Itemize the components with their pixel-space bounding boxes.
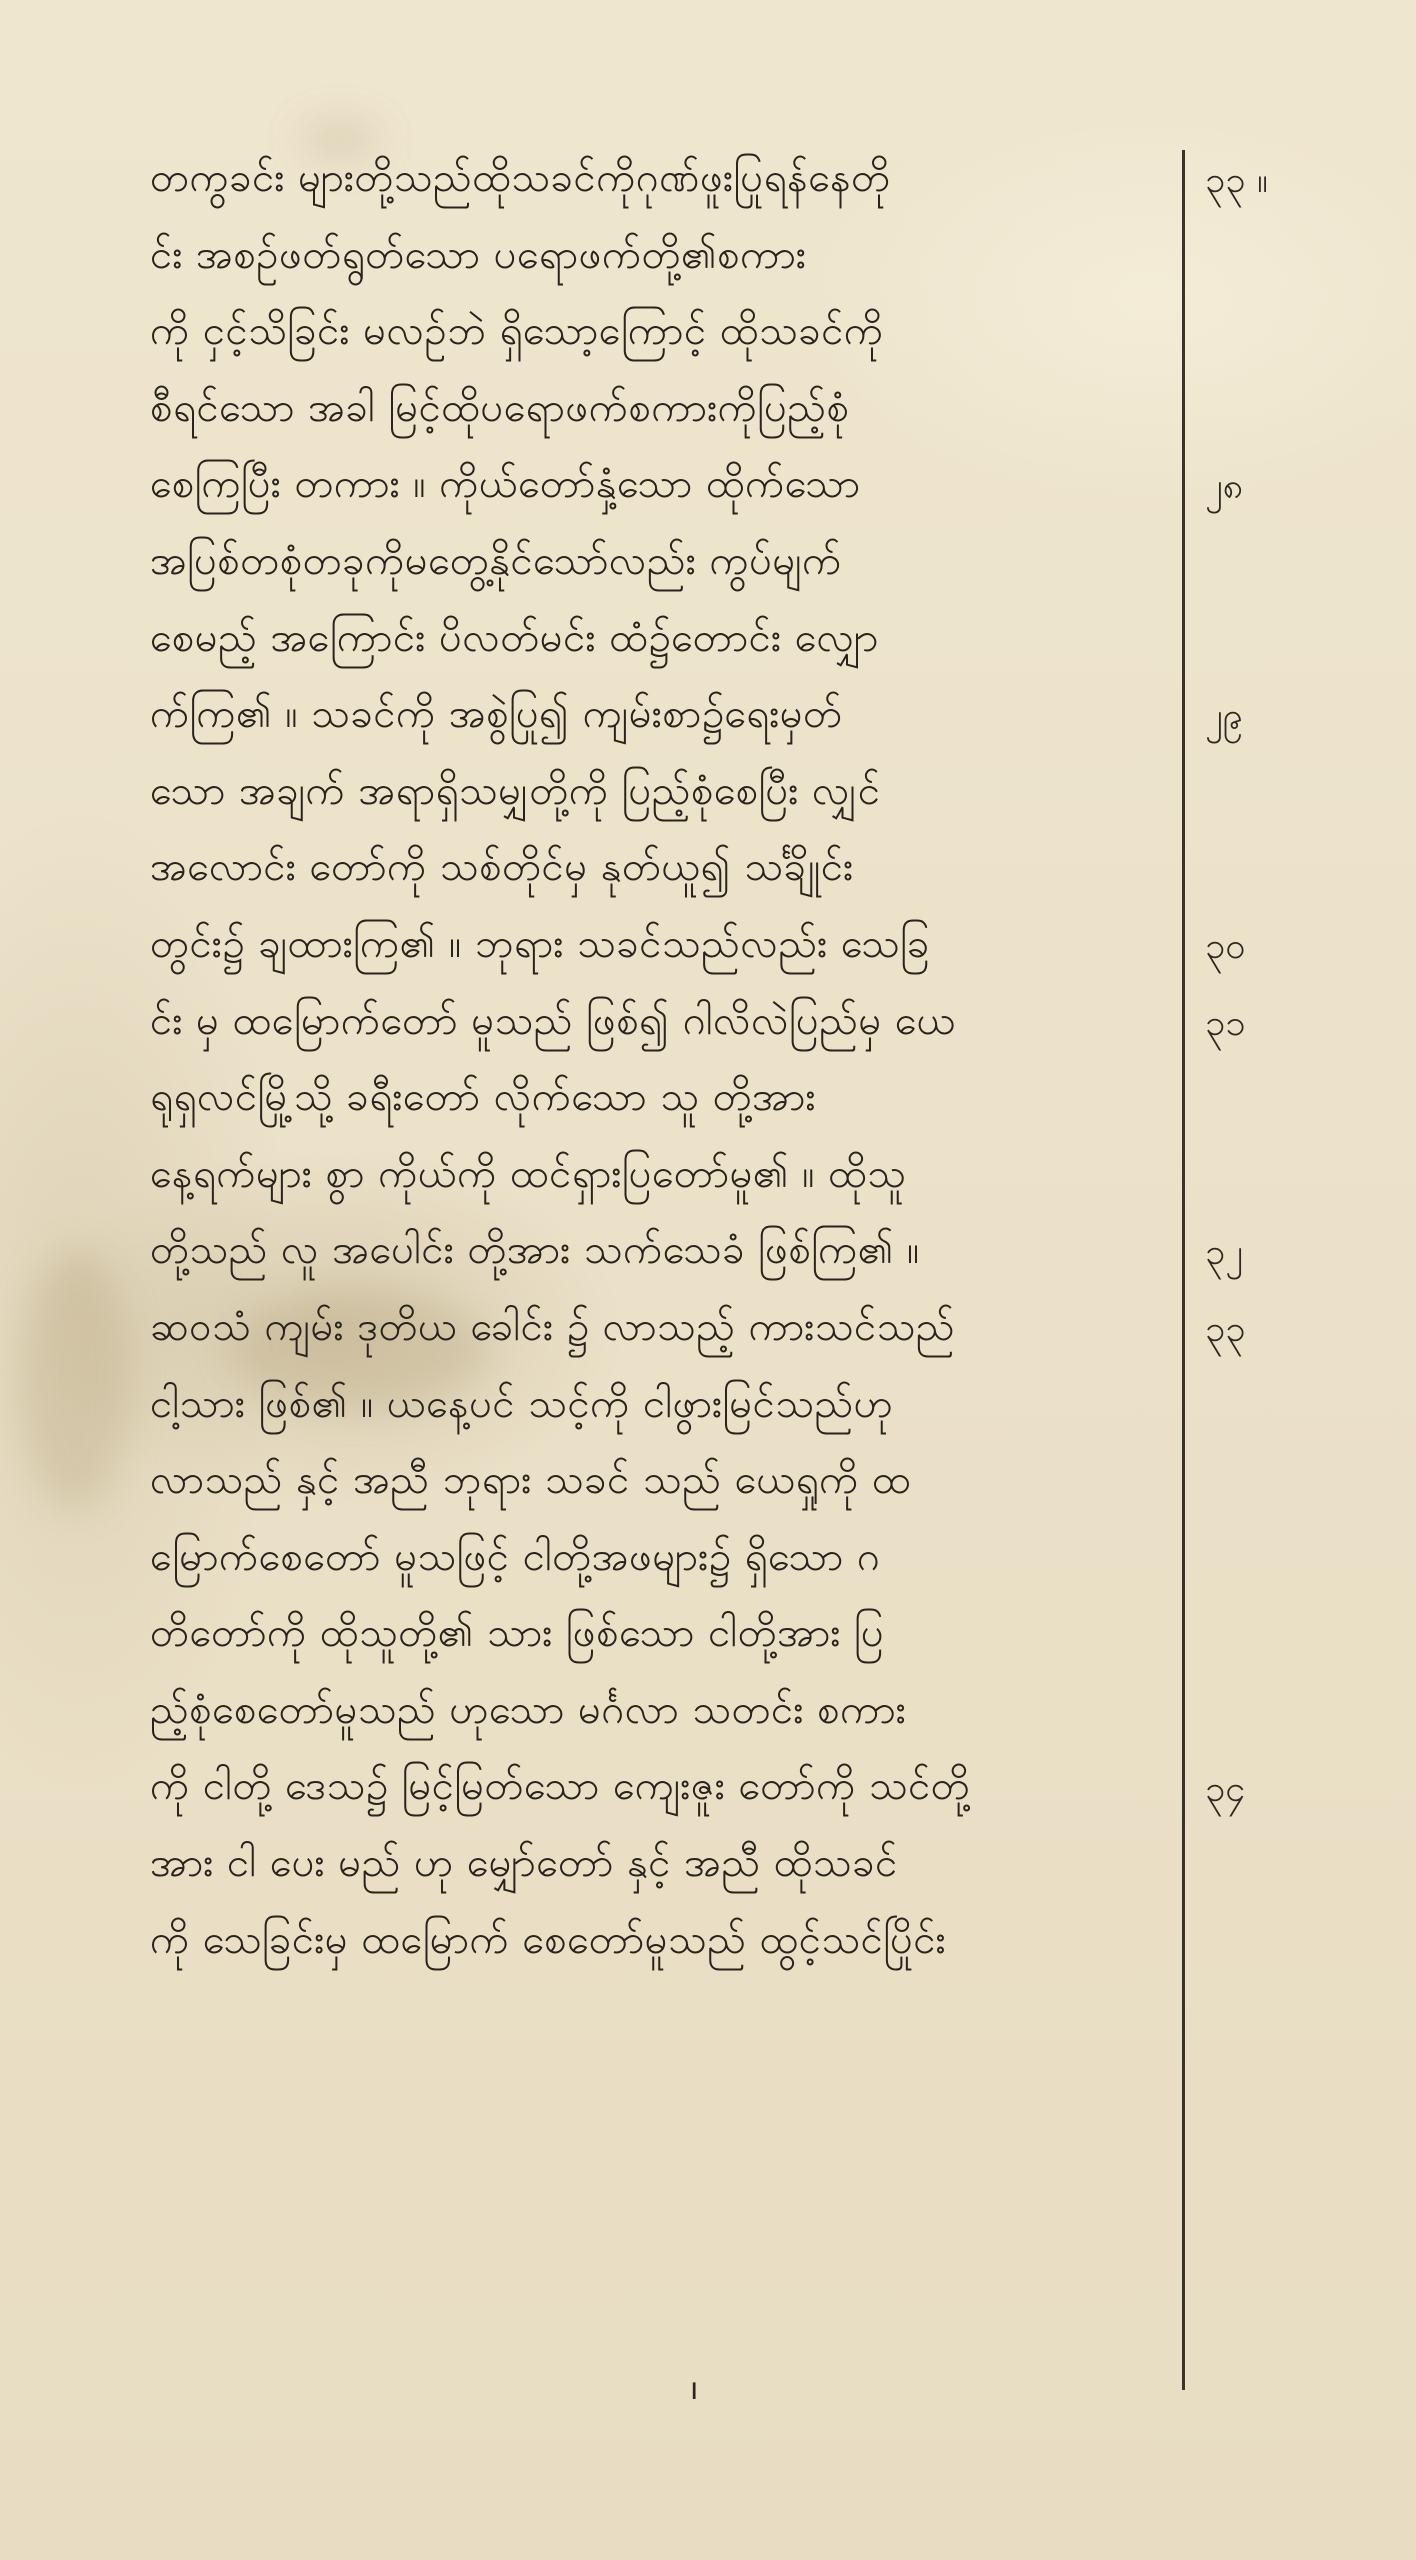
verse-number: ၂၈ [1205, 466, 1244, 508]
body-text [150, 140, 1160, 1978]
verse-number: ၂၉ [1205, 696, 1243, 738]
text-line: သော အချက် အရာရှိသမျှတို့ကို ပြည့်စုံစေပြီး လျှင် [150, 767, 881, 814]
text-line: လာသည် နှင့် အညီ ဘုရား သခင် သည် ယေရှုကို ထ [150, 1457, 912, 1504]
verse-number: ၃၀ [1205, 926, 1246, 967]
text-line: မြောက်စေတော် မူသဖြင့် ငါတို့အဖများ၌ ရှိသော ဂ [150, 1533, 881, 1580]
text-line: င်း မှ ထမြောက်တော် မူသည် ဖြစ်၍ ဂါလိလဲပြည်မှ ယေ [150, 997, 956, 1044]
margin-rule [1182, 150, 1185, 2390]
text-line: ည့်စုံစေတော်မူသည် ဟုသော မင်္ဂလာ သတင်း စကား [150, 1686, 907, 1733]
text-line: ရုရှလင်မြို့သို့ ခရီးတော် လိုက်သော သူ တို့အား [150, 1074, 816, 1121]
text-line: နေ့ရက်များ စွာ ကိုယ်ကို ထင်ရှားပြတော်မူ၏ ။ ထိုသူ [150, 1150, 907, 1197]
verse-number: ၃၁ [1205, 1002, 1246, 1044]
text-line: အပြစ်တစုံတခုကိုမတွေ့နိုင်သော်လည်း ကွပ်မျက် [150, 537, 842, 584]
text-line: က်ကြ၏ ။ သခင်ကို အစွဲပြု၍ ကျမ်းစာ၌ရေးမှတ် [150, 691, 843, 738]
text-line: တကွခင်း များတို့သည်ထိုသခင်ကိုဂုဏ်ဖူးပြုရန်နေတို [150, 155, 891, 201]
text-line: စေကြပြီး တကား ။ ကိုယ်တော်နှံ့သော ထိုက်သော [150, 461, 861, 508]
paper-stain [20, 1250, 130, 1510]
text-line: င်း အစဉ်ဖတ်ရွတ်သော ပရောဖက်တို့၏စကား [150, 231, 807, 278]
verse-number: ၃၂ [1205, 1232, 1243, 1274]
text-line: ငါ့သား ဖြစ်၏ ။ ယနေ့ပင် သင့်ကို ငါဖွားမြင်သည်ဟု [150, 1380, 894, 1427]
verse-number: ၃၃ [1205, 1309, 1246, 1350]
text-line: တို့သည် လူ အပေါင်း တို့အား သက်သေခံ ဖြစ်ကြ၏ ။ [150, 1227, 920, 1274]
text-line: စီရင်သော အခါ မြင့်ထိုပရောဖက်စကားကိုပြည့်စုံ [150, 384, 850, 431]
text-line: အား ငါ ပေး မည် ဟု မျှော်တော် နှင့် အညီ ထိုသခင် [150, 1840, 898, 1887]
text-line: စေမည့် အကြောင်း ပိလတ်မင်း ထံ၌တောင်း လျှော [150, 614, 879, 661]
text-line: ကို ငါတို့ ဒေသ၌ မြင့်မြတ်သော ကျေးဇူး တော်ကို သင်တို့ [150, 1763, 971, 1810]
page-number: ı [690, 2372, 699, 2407]
verse-number: ၃၃ ။ [1205, 160, 1268, 201]
text-line: တွင်း၌ ချထားကြ၏ ။ ဘုရား သခင်သည်လည်း သေခြ [150, 920, 930, 967]
text-line: တိတော်ကို ထိုသူတို့၏ သား ဖြစ်သော ငါတို့အား ပြ [150, 1610, 885, 1657]
text-line: ကို သေခြင်းမှ ထမြောက် စေတော်မူသည် ထွင့်သင်ပြိုင်း [150, 1916, 947, 1963]
text-line: ကို ငှင့်သိခြင်း မလဥ်ဘဲ ရှိသော့ကြောင့် ထိုသခင်ကို [150, 308, 884, 355]
text-line: အလောင်း တော်ကို သစ်တိုင်မှ နုတ်ယူ၍ သင်္ချိုင်း [150, 844, 854, 891]
verse-number: ၃၄ [1205, 1768, 1246, 1810]
text-line: ဆဝသံ ကျမ်း ဒုတိယ ခေါင်း ၌ လာသည့် ကားသင်သည် [150, 1303, 956, 1350]
